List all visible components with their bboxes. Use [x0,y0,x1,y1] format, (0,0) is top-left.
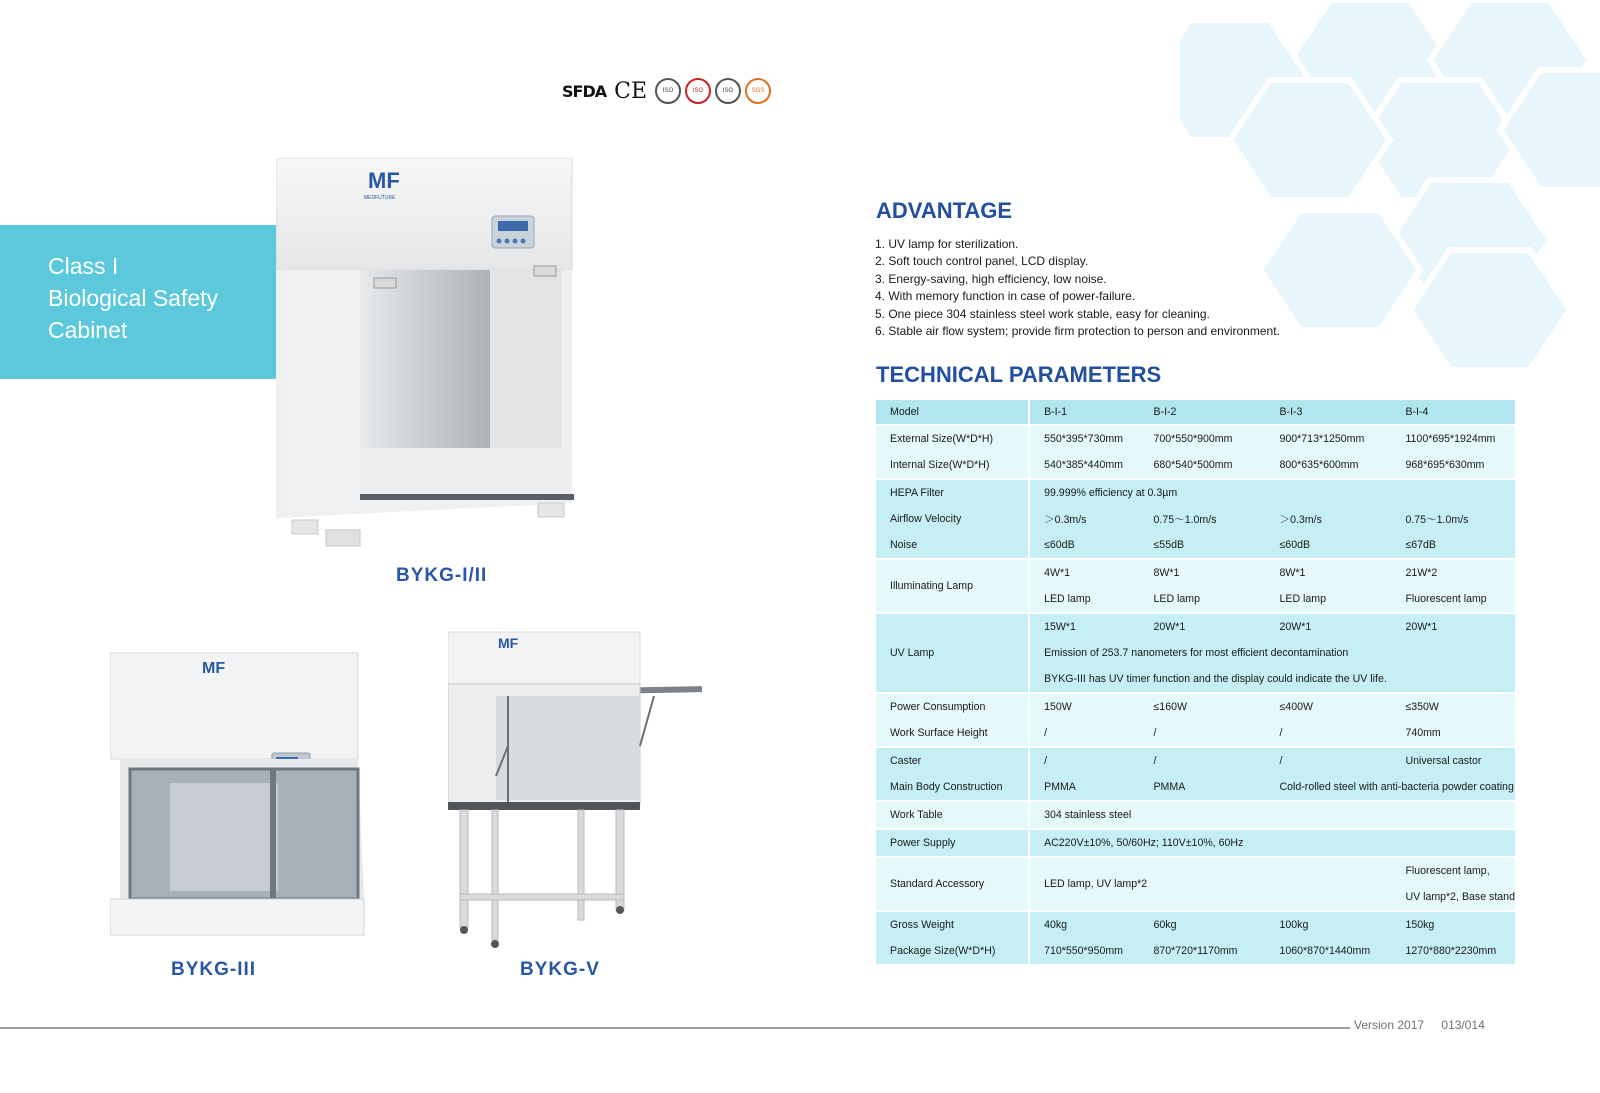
cabinet-bykg-i-ii-image [276,158,584,558]
footer [1354,1018,1485,1032]
table-cell: 20W*1 [1265,612,1391,640]
table-row [876,938,1515,964]
table-cell: / [1030,720,1139,746]
table-cell: 8W*1 [1139,558,1265,586]
table-cell: Noise [876,532,1030,558]
svg-text:MF: MF [202,660,226,677]
model-label-bykg-iii: BYKG-III [171,959,257,980]
table-row [876,558,1515,586]
table-cell: 900*713*1250mm [1265,424,1391,452]
table-cell: 0.75～1.0m/s [1391,506,1515,532]
table-cell: LED lamp, UV lamp*2 [1030,856,1391,910]
page-numbers: 013/014 [1441,1018,1485,1032]
table-row [876,612,1515,640]
technical-parameters-table [876,400,1515,964]
table-cell: 21W*2 [1391,558,1515,586]
table-cell: 8W*1 [1265,558,1391,586]
table-cell: B-I-1 [1030,400,1139,424]
advantage-item: 4. With memory function in case of power-failure. [875,289,1136,304]
table-cell: Work Surface Height [876,720,1030,746]
table-row [876,828,1515,856]
advantage-heading: ADVANTAGE [876,198,1013,223]
advantage-item: 6. Stable air flow system; provide firm protection to person and environment. [875,324,1280,339]
table-row [876,720,1515,746]
table-cell: 150W [1030,692,1139,720]
table-row [876,746,1515,774]
table-cell: B-I-4 [1391,400,1515,424]
table-cell: 40kg [1030,910,1139,938]
table-cell: UV Lamp [876,612,1030,692]
model-label-bykg-v: BYKG-V [520,959,600,980]
table-cell: ＞0.3m/s [1030,506,1139,532]
table-row [876,478,1515,506]
table-cell: 550*395*730mm [1030,424,1139,452]
footer-rule [0,1027,1350,1029]
table-cell: 15W*1 [1030,612,1139,640]
table-cell: 4W*1 [1030,558,1139,586]
table-cell: / [1139,746,1265,774]
table-cell: ≤55dB [1139,532,1265,558]
table-cell: Fluorescent lamp [1391,586,1515,612]
table-cell: Airflow Velocity [876,506,1030,532]
iso9001-seal: ISO [655,78,681,104]
banner-line-1: Class I [48,253,119,279]
svg-text:MEDFUTURE: MEDFUTURE [364,195,396,201]
table-cell: PMMA [1139,774,1265,800]
table-cell: ≤350W [1391,692,1515,720]
table-cell: 99.999% efficiency at 0.3µm [1030,478,1515,506]
banner-line-3: Cabinet [48,317,128,343]
table-cell: 100kg [1265,910,1391,938]
table-row [876,506,1515,532]
version-label: Version 2017 [1354,1018,1425,1032]
cabinet-bykg-v-image [448,626,718,956]
advantage-list [875,236,1280,340]
table-cell: LED lamp [1265,586,1391,612]
table-cell: Emission of 253.7 nanometers for most efficient decontamination [1030,640,1515,666]
table-cell: ≤60dB [1030,532,1139,558]
banner-line-2: Biological Safety [48,285,219,311]
svg-text:MF: MF [368,168,400,193]
advantage-item: 2. Soft touch control panel, LCD display. [875,254,1089,269]
table-cell: Universal castor [1391,746,1515,774]
table-cell: 710*550*950mm [1030,938,1139,964]
table-row [876,910,1515,938]
table-cell: 20W*1 [1139,612,1265,640]
model-label-bykg-i-ii: BYKG-I/II [396,565,488,586]
table-row [876,692,1515,720]
iso13485-seal: ISO [715,78,741,104]
table-cell: PMMA [1030,774,1139,800]
table-cell: Illuminating Lamp [876,558,1030,612]
table-cell: / [1139,720,1265,746]
ce-mark: CE [614,78,648,104]
table-cell: ≤60dB [1265,532,1391,558]
sfda-logo: SFDA [562,81,607,101]
table-cell: / [1265,746,1391,774]
table-cell: ≤400W [1265,692,1391,720]
table-cell: External Size(W*D*H) [876,424,1030,452]
advantage-item: 5. One piece 304 stainless steel work stable, easy for cleaning. [875,306,1210,321]
table-cell: ≤67dB [1391,532,1515,558]
table-header-row [876,400,1515,424]
cabinet-bykg-iii-image [110,643,372,943]
table-cell: Main Body Construction [876,774,1030,800]
table-cell: Fluorescent lamp, [1391,856,1515,884]
table-row [876,424,1515,452]
table-cell: 870*720*1170mm [1139,938,1265,964]
technical-parameters-heading: TECHNICAL PARAMETERS [876,362,1162,387]
table-cell: Standard Accessory [876,856,1030,910]
table-cell: Power Supply [876,828,1030,856]
table-cell: Internal Size(W*D*H) [876,452,1030,478]
table-cell: Power Consumption [876,692,1030,720]
table-cell: ≤160W [1139,692,1265,720]
table-cell: 1100*695*1924mm [1391,424,1515,452]
table-cell: 540*385*440mm [1030,452,1139,478]
table-cell: Gross Weight [876,910,1030,938]
table-cell: LED lamp [1030,586,1139,612]
product-category-banner [0,225,276,379]
certification-logos [562,78,771,104]
table-cell: 740mm [1391,720,1515,746]
table-cell: Caster [876,746,1030,774]
table-row [876,452,1515,478]
table-cell: 968*695*630mm [1391,452,1515,478]
table-cell: BYKG-III has UV timer function and the display could indicate the UV life. [1030,666,1515,692]
table-cell: 0.75～1.0m/s [1139,506,1265,532]
table-cell: 20W*1 [1391,612,1515,640]
table-row [876,800,1515,828]
table-cell: Work Table [876,800,1030,828]
table-cell: UV lamp*2, Base stand [1391,884,1515,910]
table-cell: Package Size(W*D*H) [876,938,1030,964]
table-cell: 800*635*600mm [1265,452,1391,478]
table-cell: 680*540*500mm [1139,452,1265,478]
table-row [876,774,1515,800]
table-cell: B-I-3 [1265,400,1391,424]
table-cell: 700*550*900mm [1139,424,1265,452]
iso14001-seal: ISO [685,78,711,104]
advantage-item: 1. UV lamp for sterilization. [875,237,1019,251]
table-cell: / [1265,720,1391,746]
advantage-item: 3. Energy-saving, high efficiency, low noise. [875,271,1107,286]
table-cell: / [1030,746,1139,774]
table-cell: AC220V±10%, 50/60Hz; 110V±10%, 60Hz [1030,828,1515,856]
table-cell: Cold-rolled steel with anti-bacteria powder coating [1265,774,1515,800]
table-cell: 60kg [1139,910,1265,938]
table-cell: HEPA Filter [876,478,1030,506]
table-cell: Model [876,400,1030,424]
sgs-seal: SGS [745,78,771,104]
table-cell: 304 stainless steel [1030,800,1515,828]
table-cell: B-I-2 [1139,400,1265,424]
table-row [876,856,1515,884]
table-row [876,532,1515,558]
svg-text:MF: MF [498,635,519,651]
table-cell: 1270*880*2230mm [1391,938,1515,964]
table-cell: ＞0.3m/s [1265,506,1391,532]
table-cell: 1060*870*1440mm [1265,938,1391,964]
table-cell: LED lamp [1139,586,1265,612]
table-cell: 150kg [1391,910,1515,938]
